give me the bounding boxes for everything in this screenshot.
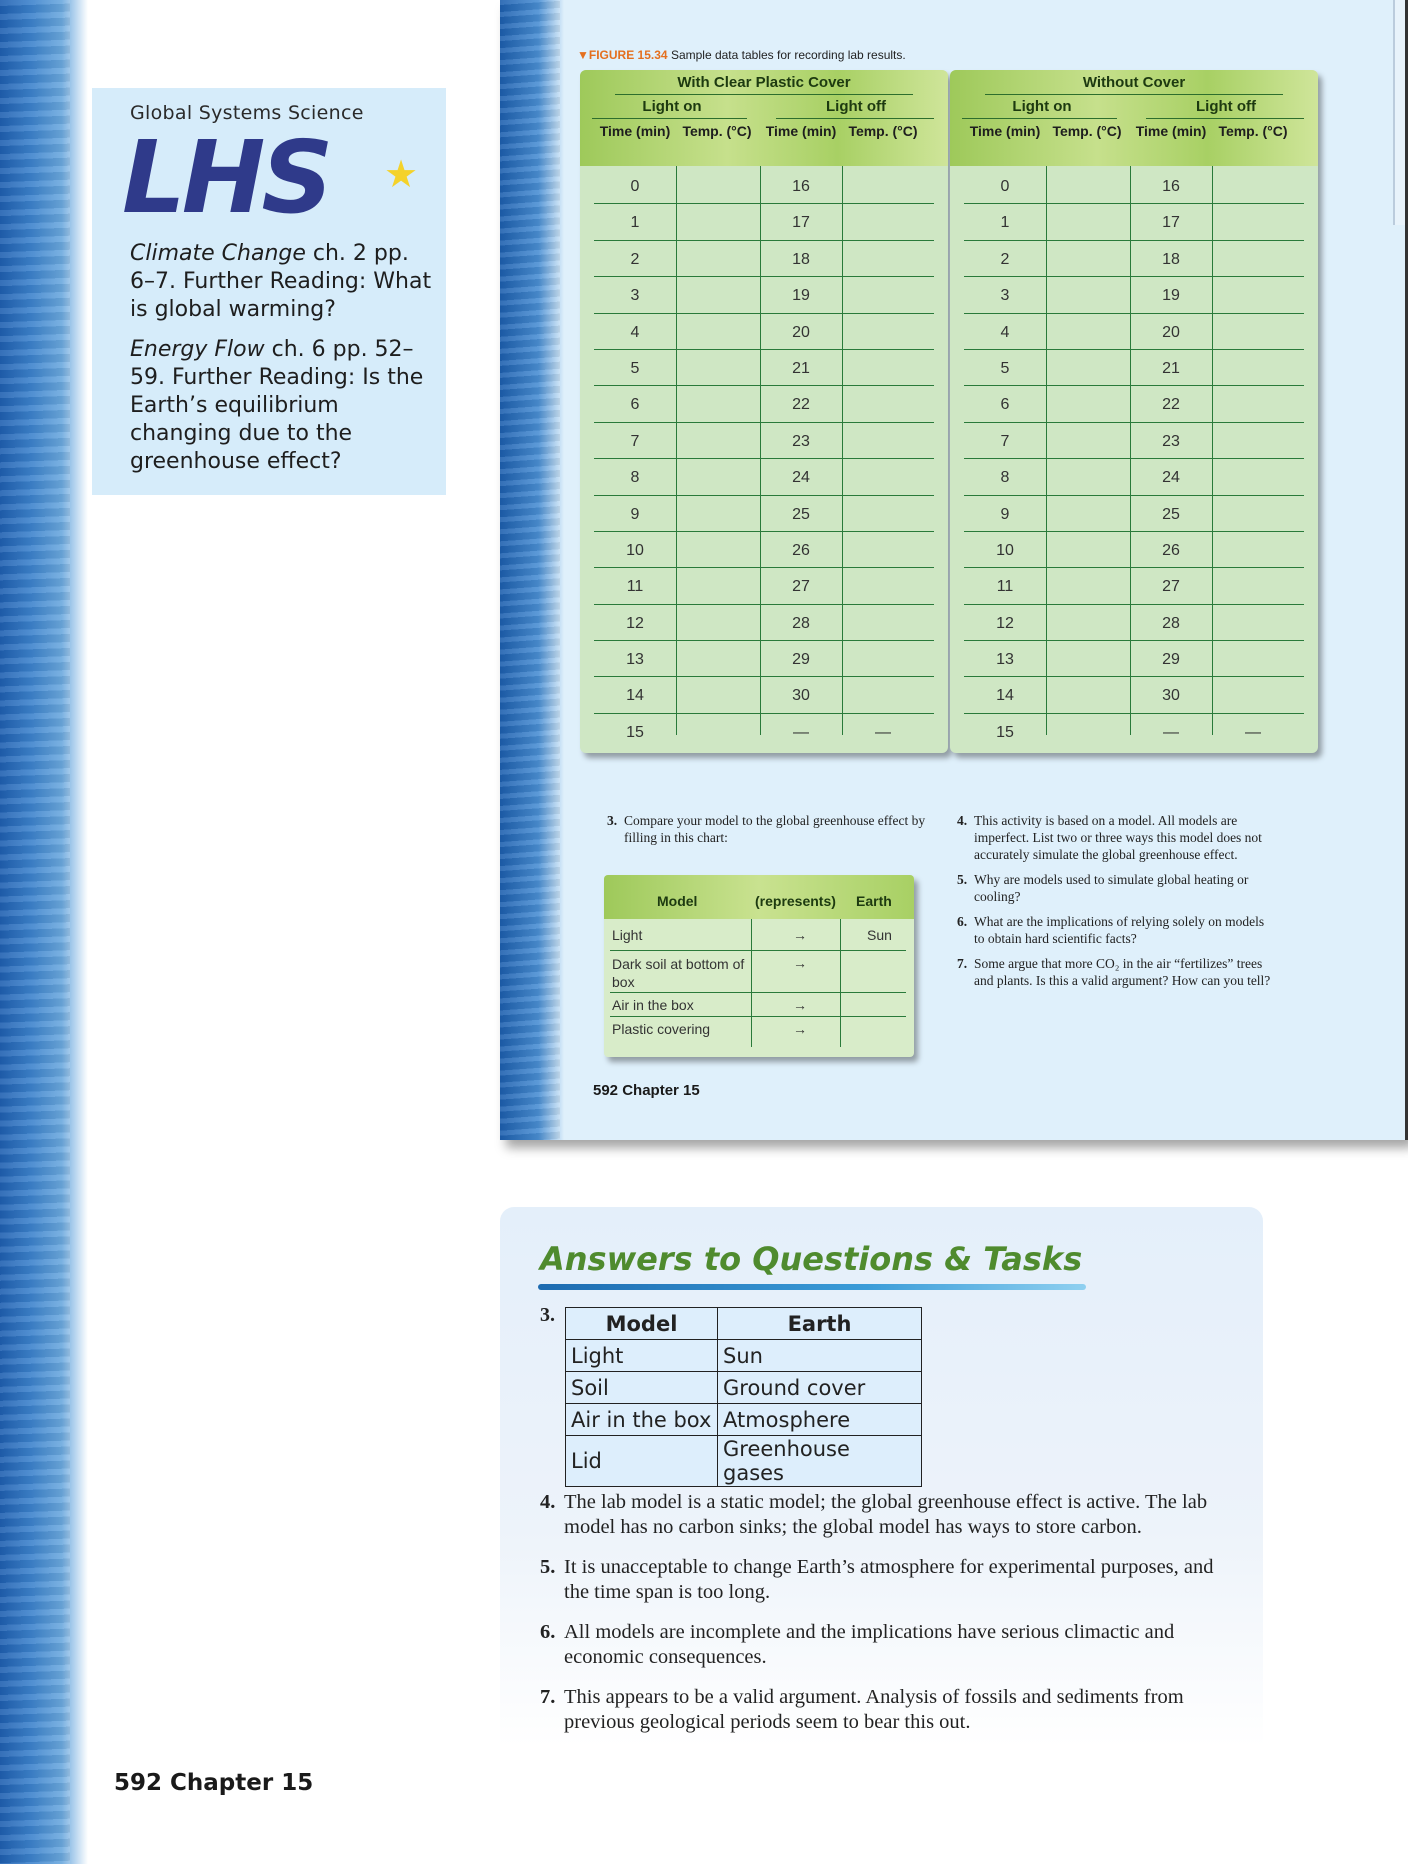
- lhs-logo-text: LHS: [122, 119, 330, 236]
- question-7: 7. Some argue that more CO₂ in the air “fertilizes” trees and plants. Is this a valid argument? How can you tell?: [957, 955, 1277, 989]
- time-value: 13: [996, 651, 1014, 669]
- page-edge: [1393, 0, 1405, 225]
- divider: [985, 94, 1283, 95]
- question-5: 5. Why are models used to simulate global heating or cooling?: [957, 871, 1277, 905]
- time-value: 25: [1162, 505, 1180, 523]
- time-value: 3: [630, 287, 640, 305]
- cell-earth: Ground cover: [718, 1372, 922, 1404]
- question-6: 6. What are the implications of relying solely on models to obtain hard scientific facts?: [957, 913, 1277, 947]
- table-row: [594, 568, 934, 604]
- cell-model: Light: [566, 1340, 718, 1372]
- row-model: Light: [612, 927, 643, 943]
- time-value: 9: [1000, 505, 1010, 523]
- page-footer: 592 Chapter 15: [593, 1082, 700, 1099]
- time-value: —: [1163, 723, 1179, 741]
- time-value: 6: [1000, 396, 1010, 414]
- table-row: [610, 919, 906, 951]
- table-row: [594, 677, 934, 713]
- time-value: 14: [626, 687, 644, 705]
- lhs-logo: [122, 119, 419, 236]
- row-model: Air in the box: [612, 997, 694, 1013]
- column-header-time: Time (min): [599, 123, 671, 139]
- cell-earth: Atmosphere: [718, 1404, 922, 1436]
- answer-text: This appears to be a valid argument. Analysis of fossils and sediments from previous geological periods seem to bear this out.: [564, 1686, 1184, 1733]
- time-value: 5: [630, 359, 640, 377]
- figure-caption: ▼FIGURE 15.34 Sample data tables for recording lab results.: [577, 48, 906, 62]
- table-row: [964, 605, 1304, 641]
- time-value: 16: [1162, 178, 1180, 195]
- answer-text: All models are incomplete and the implications have serious climactic and economic consequences.: [564, 1621, 1175, 1668]
- time-value: 21: [1162, 359, 1180, 377]
- column-header-time: Time (min): [1135, 123, 1207, 139]
- time-value: 1: [630, 214, 640, 232]
- header-earth: Earth: [856, 893, 892, 909]
- table-row: [594, 314, 934, 350]
- time-value: 10: [996, 541, 1014, 559]
- table-row: [610, 951, 906, 993]
- time-value: 2: [1000, 250, 1010, 268]
- time-value: 28: [792, 614, 810, 632]
- table-row: [964, 677, 1304, 713]
- time-value: 18: [1162, 250, 1180, 268]
- time-value: 11: [996, 578, 1014, 596]
- time-value: 30: [1162, 687, 1180, 705]
- answers-list: [540, 1490, 1236, 1750]
- book-title-climate-change: Climate Change: [130, 241, 306, 266]
- table-row: [964, 314, 1304, 350]
- row-model: Plastic covering: [612, 1021, 711, 1037]
- divider: [592, 118, 747, 119]
- data-table-with-cover: [580, 70, 948, 753]
- table-row: [964, 568, 1304, 604]
- time-value: 18: [792, 250, 810, 268]
- time-value: 4: [1000, 323, 1010, 341]
- table-row: [594, 641, 934, 677]
- table-row: [566, 1340, 922, 1372]
- header-model: Model: [657, 893, 698, 909]
- time-value: 12: [626, 614, 644, 632]
- table-header-model: Model: [566, 1308, 718, 1340]
- divider: [615, 94, 913, 95]
- table-row: [594, 714, 934, 750]
- model-comparison-chart: [604, 875, 914, 1057]
- table-row: [964, 496, 1304, 532]
- table-row: [964, 241, 1304, 277]
- page-number-footer: 592 Chapter 15: [114, 1770, 314, 1796]
- cell-model: Soil: [566, 1372, 718, 1404]
- table-row: [594, 605, 934, 641]
- further-reading-1: [130, 240, 432, 324]
- title-underline: [538, 1284, 1086, 1290]
- table-row: [594, 423, 934, 459]
- table-row: [964, 641, 1304, 677]
- time-value: 20: [792, 323, 810, 341]
- time-value: 2: [630, 250, 640, 268]
- cell-model: Air in the box: [566, 1404, 718, 1436]
- time-value: 13: [626, 651, 644, 669]
- column-header-temp: Temp. (°C): [682, 123, 752, 139]
- table-row: [566, 1404, 922, 1436]
- answer-number: 3.: [540, 1304, 555, 1326]
- question-text: Some argue that more CO₂ in the air “fertilizes” trees and plants. Is this a valid argument? How can you tell?: [974, 956, 1271, 988]
- figure-caption-text: Sample data tables for recording lab results.: [670, 48, 906, 62]
- column-header-temp: Temp. (°C): [848, 123, 918, 139]
- time-value: 29: [792, 651, 810, 669]
- arrow-icon: →: [793, 997, 807, 1013]
- time-value: 9: [630, 505, 640, 523]
- time-value: 15: [626, 723, 644, 741]
- reference-text: ch. 2 pp. 6–7. Further Reading: What is global warming?: [130, 241, 432, 322]
- column-header-time: Time (min): [765, 123, 837, 139]
- time-value: 7: [1000, 432, 1010, 450]
- sidebar-reference-box: [92, 88, 446, 495]
- table-row: [594, 241, 934, 277]
- question-text: This activity is based on a model. All models are imperfect. List two or three ways this model does not accurately simulate the global greenhouse effect.: [974, 813, 1262, 862]
- table-row: [964, 204, 1304, 240]
- column-header-temp: Temp. (°C): [1218, 123, 1288, 139]
- temp-value: —: [1245, 723, 1261, 741]
- time-value: 6: [630, 396, 640, 414]
- answer-6: 6. All models are incomplete and the implications have serious climactic and economic consequences.: [540, 1620, 1236, 1670]
- table-title: Without Cover: [1082, 74, 1186, 91]
- table-row: [594, 277, 934, 313]
- time-value: 30: [792, 687, 810, 705]
- table-header-band: [580, 70, 948, 166]
- time-value: 22: [1162, 396, 1180, 414]
- table-header-band: [950, 70, 1318, 166]
- table-row: [594, 386, 934, 422]
- star-icon: ★: [384, 154, 419, 196]
- time-value: 22: [792, 396, 810, 414]
- time-value: 8: [630, 469, 640, 487]
- table-row: [594, 532, 934, 568]
- table-row: [964, 350, 1304, 386]
- time-value: 23: [792, 432, 810, 450]
- time-value: 15: [996, 723, 1014, 741]
- answer-4: 4. The lab model is a static model; the global greenhouse effect is active. The lab model has no carbon sinks; the global model has ways to store carbon.: [540, 1490, 1236, 1540]
- time-value: —: [793, 723, 809, 741]
- question-text: Compare your model to the global greenhouse effect by filling in this chart:: [624, 813, 926, 845]
- time-value: 10: [626, 541, 644, 559]
- time-value: 16: [792, 178, 810, 195]
- time-value: 28: [1162, 614, 1180, 632]
- time-value: 29: [1162, 651, 1180, 669]
- answer-5: 5. It is unacceptable to change Earth’s atmosphere for experimental purposes, and the time span is too long.: [540, 1555, 1236, 1605]
- data-table-without-cover: [950, 70, 1318, 753]
- row-earth: Sun: [867, 927, 892, 943]
- table-row: [594, 350, 934, 386]
- answer-3-table: [565, 1307, 922, 1487]
- light-off-label: Light off: [826, 98, 886, 115]
- chart-header: [604, 875, 914, 919]
- table-row: [594, 168, 934, 204]
- column-header-temp: Temp. (°C): [1052, 123, 1122, 139]
- question-text: Why are models used to simulate global heating or cooling?: [974, 872, 1249, 904]
- cell-earth: Greenhouse gases: [718, 1436, 922, 1487]
- light-on-label: Light on: [1012, 98, 1072, 115]
- time-value: 0: [630, 178, 640, 195]
- table-row: [594, 496, 934, 532]
- divider: [962, 118, 1117, 119]
- table-row: [964, 459, 1304, 495]
- time-value: 26: [1162, 541, 1180, 559]
- program-title: Global Systems Science: [130, 102, 364, 124]
- time-value: 26: [792, 541, 810, 559]
- temp-value: —: [875, 723, 891, 741]
- time-value: 5: [1000, 359, 1010, 377]
- answers-title: Answers to Questions & Tasks: [540, 1240, 1083, 1278]
- time-value: 1: [1000, 214, 1010, 232]
- table-body: [580, 168, 948, 750]
- time-value: 27: [792, 578, 810, 596]
- time-value: 19: [792, 287, 810, 305]
- row-model: Dark soil at bottom of box: [612, 956, 745, 990]
- time-value: 14: [996, 687, 1014, 705]
- time-value: 8: [1000, 469, 1010, 487]
- column-header-time: Time (min): [969, 123, 1041, 139]
- arrow-icon: →: [793, 927, 807, 943]
- time-value: 12: [996, 614, 1014, 632]
- time-value: 24: [792, 469, 810, 487]
- left-margin-decoration: [0, 0, 88, 1864]
- answer-7: 7. This appears to be a valid argument. Analysis of fossils and sediments from previous geological periods seem to bear this out.: [540, 1685, 1236, 1735]
- table-header-earth: Earth: [718, 1308, 922, 1340]
- book-title-energy-flow: Energy Flow: [130, 337, 265, 362]
- time-value: 24: [1162, 469, 1180, 487]
- table-row: [594, 204, 934, 240]
- divider: [776, 118, 934, 119]
- table-row: [964, 532, 1304, 568]
- time-value: 21: [792, 359, 810, 377]
- further-reading-2: [130, 336, 432, 476]
- time-value: 17: [792, 214, 810, 232]
- light-on-label: Light on: [642, 98, 702, 115]
- cell-earth: Sun: [718, 1340, 922, 1372]
- question-4: 4. This activity is based on a model. All models are imperfect. List two or three ways this model does not accurately simulate the global greenhouse effect.: [957, 812, 1277, 863]
- time-value: 20: [1162, 323, 1180, 341]
- time-value: 19: [1162, 287, 1180, 305]
- time-value: 4: [630, 323, 640, 341]
- time-value: 3: [1000, 287, 1010, 305]
- arrow-icon: →: [793, 1021, 807, 1037]
- table-row: [964, 168, 1304, 204]
- table-row: [964, 386, 1304, 422]
- header-represents: (represents): [755, 893, 836, 909]
- time-value: 25: [792, 505, 810, 523]
- cell-model: Lid: [566, 1436, 718, 1487]
- table-row: [610, 1017, 906, 1045]
- table-row: [610, 993, 906, 1017]
- divider: [1146, 118, 1304, 119]
- table-body: [950, 168, 1318, 750]
- questions-4-7: [957, 812, 1277, 997]
- reference-text: ch. 6 pp. 52–59. Further Reading: Is the Earth’s equilibrium changing due to the greenhouse effect?: [130, 337, 424, 474]
- table-row: [566, 1436, 922, 1487]
- arrow-icon: →: [793, 955, 807, 971]
- light-off-label: Light off: [1196, 98, 1256, 115]
- table-row: [566, 1372, 922, 1404]
- page-margin-decoration: [500, 0, 564, 1140]
- time-value: 17: [1162, 214, 1180, 232]
- answer-text: It is unacceptable to change Earth’s atmosphere for experimental purposes, and the time span is too long.: [564, 1556, 1214, 1603]
- table-title: With Clear Plastic Cover: [677, 74, 851, 91]
- time-value: 11: [626, 578, 644, 596]
- question-3: 3. Compare your model to the global greenhouse effect by filling in this chart:: [607, 813, 926, 845]
- table-row: [964, 423, 1304, 459]
- table-row: [594, 459, 934, 495]
- table-row: [964, 277, 1304, 313]
- time-value: 7: [630, 432, 640, 450]
- table-row: [964, 714, 1304, 750]
- figure-label: FIGURE 15.34: [588, 48, 668, 62]
- time-value: 23: [1162, 432, 1180, 450]
- time-value: 27: [1162, 578, 1180, 596]
- question-text: What are the implications of relying solely on models to obtain hard scientific facts?: [974, 914, 1265, 946]
- time-value: 0: [1000, 178, 1010, 195]
- answer-text: The lab model is a static model; the global greenhouse effect is active. The lab model has no carbon sinks; the global model has ways to store carbon.: [564, 1491, 1208, 1538]
